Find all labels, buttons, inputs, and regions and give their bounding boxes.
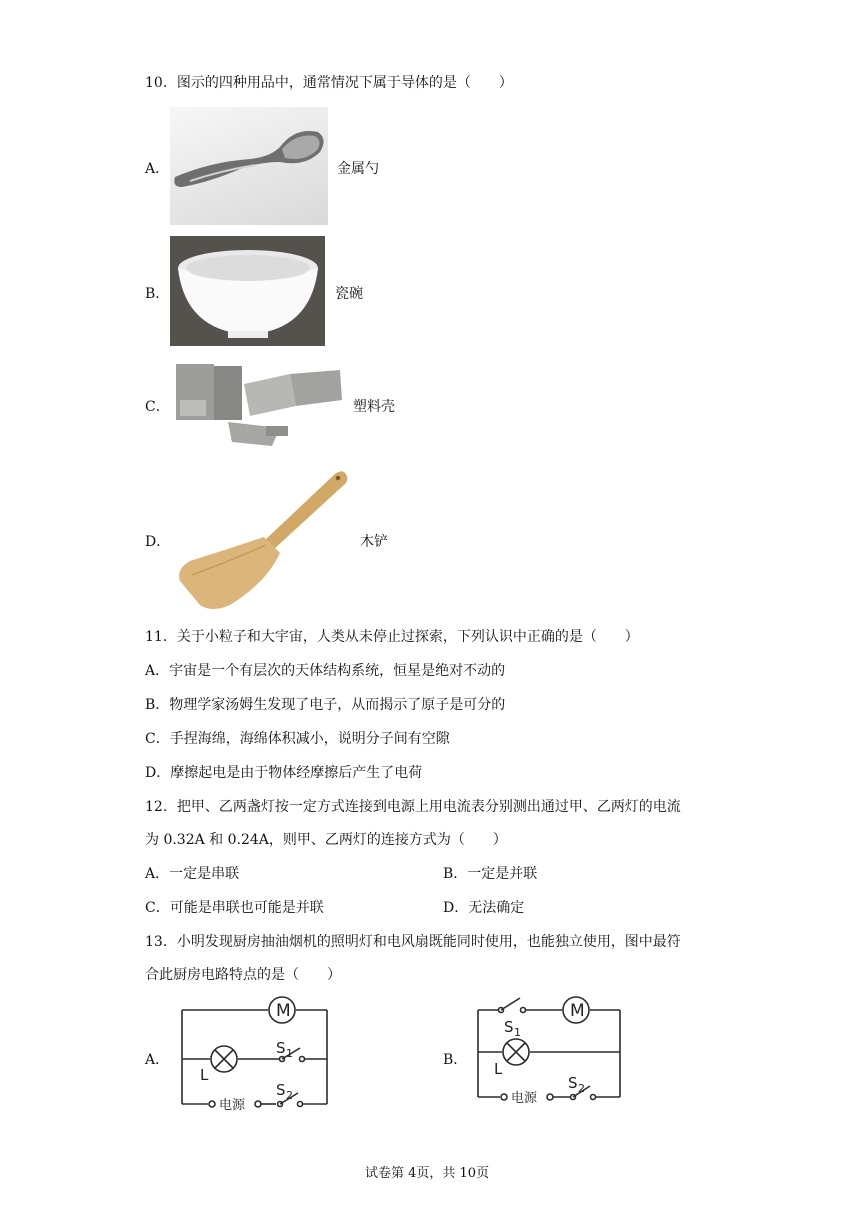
switch-s2-subscript: 2: [286, 1089, 293, 1102]
power-source-label: 电源: [219, 1098, 246, 1110]
switch-s1-label: S: [276, 1039, 286, 1057]
wooden-spatula-image: [170, 465, 355, 615]
q10-option-a-letter: A．: [145, 161, 170, 177]
q12-option-d: D．无法确定: [443, 900, 525, 916]
switch-s2-label: S: [276, 1081, 286, 1099]
q10-option-b-letter: B．: [145, 286, 170, 302]
motor-label-b: M: [570, 1001, 585, 1021]
q12-option-a: A．一定是串联: [145, 866, 240, 882]
plastic-shell-image: [172, 356, 344, 450]
q13-stem-line1: 13．小明发现厨房抽油烟机的照明灯和电风扇既能同时使用，也能独立使用，图中最符: [145, 934, 681, 950]
q12-option-c: C．可能是串联也可能是并联: [145, 900, 324, 916]
q11-option-c: C．手捏海绵，海绵体积减小，说明分子间有空隙: [145, 731, 450, 747]
switch-s1-subscript-b: 1: [514, 1026, 521, 1039]
q10-option-d-letter: D．: [145, 534, 171, 550]
page-footer: 试卷第 4页，共 10页: [365, 1166, 490, 1181]
motor-label: M: [276, 1001, 291, 1021]
q13-option-b-letter: B．: [443, 1052, 468, 1068]
q10-stem: 10．图示的四种用品中，通常情况下属于导体的是（ ）: [145, 75, 513, 91]
q12-stem-line2: 为 0.32A 和 0.24A，则甲、乙两灯的连接方式为（ ）: [145, 832, 507, 848]
q10-option-c-letter: C．: [145, 399, 170, 415]
q12-stem-line1: 12．把甲、乙两盏灯按一定方式连接到电源上用电流表分别测出通过甲、乙两灯的电流: [145, 799, 681, 815]
porcelain-bowl-image: [170, 236, 325, 346]
lamp-label: L: [200, 1066, 209, 1084]
q13-stem-line2: 合此厨房电路特点的是（ ）: [145, 967, 341, 983]
q12-option-b: B．一定是并联: [443, 866, 538, 882]
metal-spoon-image: [170, 107, 328, 225]
q11-option-d: D．摩擦起电是由于物体经摩擦后产生了电荷: [145, 765, 423, 781]
q10-option-d-caption: 木铲: [360, 534, 388, 550]
switch-s1-label-b: S: [504, 1018, 514, 1036]
circuit-diagram-b: [470, 992, 630, 1110]
q10-option-a-caption: 金属勺: [337, 161, 379, 177]
switch-s2-label-b: S: [568, 1074, 578, 1092]
q10-option-b-caption: 瓷碗: [335, 286, 363, 302]
q13-option-a-letter: A．: [145, 1052, 170, 1068]
q10-option-c-caption: 塑料壳: [353, 399, 395, 415]
switch-s2-subscript-b: 2: [578, 1082, 585, 1095]
q11-option-b: B．物理学家汤姆生发现了电子，从而揭示了原子是可分的: [145, 697, 506, 713]
power-source-label-b: 电源: [511, 1091, 538, 1106]
q11-stem: 11．关于小粒子和大宇宙，人类从未停止过探索，下列认识中正确的是（ ）: [145, 629, 639, 645]
switch-s1-subscript: 1: [286, 1047, 293, 1060]
lamp-label-b: L: [494, 1060, 503, 1078]
circuit-diagram-a: [172, 992, 337, 1110]
q11-option-a: A．宇宙是一个有层次的天体结构系统，恒星是绝对不动的: [145, 663, 506, 679]
